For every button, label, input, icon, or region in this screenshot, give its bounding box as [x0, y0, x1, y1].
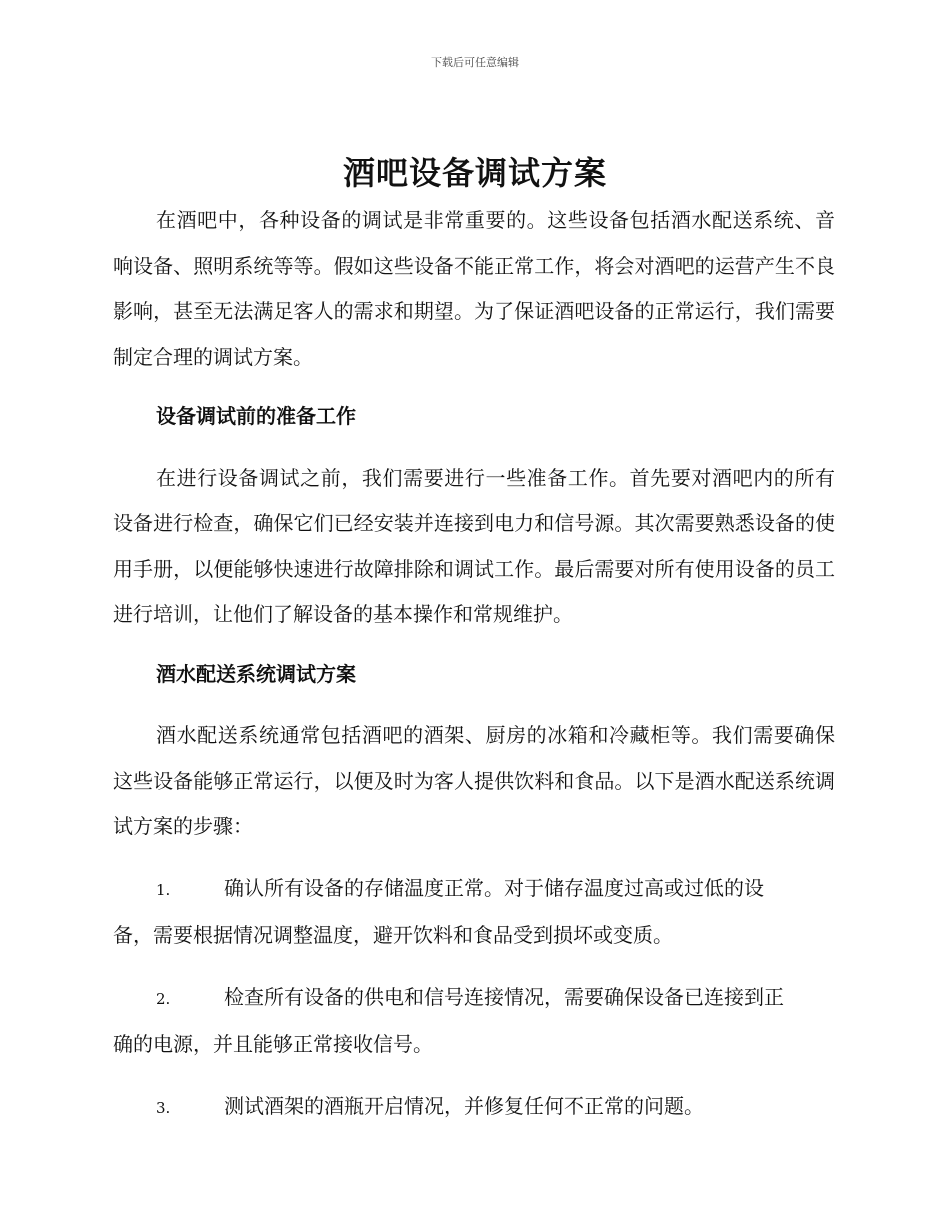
list-text: 测试酒架的酒瓶开启情况，并修复任何不正常的问题。 [224, 1093, 704, 1118]
section-heading-preparation: 设备调试前的准备工作 [156, 404, 356, 428]
section-heading-drink-system: 酒水配送系统调试方案 [156, 661, 356, 686]
list-item [113, 866, 835, 959]
list-text-continued: 备，需要根据情况调整温度，避开饮料和食品受到损坏或变质。 [113, 923, 673, 947]
list-number: 3. [156, 1098, 171, 1117]
document-body [113, 198, 835, 1131]
document-title: 酒吧设备调试方案 [342, 154, 607, 192]
list-item [113, 975, 835, 1068]
list-number: 2. [156, 989, 171, 1008]
list-item [113, 1084, 835, 1132]
list-text: 确认所有设备的存储温度正常。对于储存温度过高或过低的设 [224, 875, 764, 900]
list-number: 1. [156, 880, 171, 899]
list-text-continued: 确的电源，并且能够正常接收信号。 [113, 1032, 433, 1056]
intro-paragraph: 在酒吧中，各种设备的调试是非常重要的。这些设备包括酒水配送系统、音响设备、照明系统等等。假如这些设备不能正常工作，将会对酒吧的运营产生不良影响，甚至无法满足客人的需求和期望。为了保证酒吧设备的正常运行，我们需要制定合理的调试方案。 [113, 208, 835, 369]
preparation-paragraph: 在进行设备调试之前，我们需要进行一些准备工作。首先要对酒吧内的所有设备进行检查，确保它们已经安装并连接到电力和信号源。其次需要熟悉设备的使用手册，以便能够快速进行故障排除和调试工作。最后需要对所有使用设备的员工进行培训，让他们了解设备的基本操作和常规维护。 [113, 465, 835, 626]
header-note: 下载后可任意编辑 [431, 56, 519, 69]
list-text: 检查所有设备的供电和信号连接情况，需要确保设备已连接到正 [224, 984, 784, 1009]
drink-system-paragraph: 酒水配送系统通常包括酒吧的酒架、厨房的冰箱和冷藏柜等。我们需要确保这些设备能够正常运行，以便及时为客人提供饮料和食品。以下是酒水配送系统调试方案的步骤： [113, 723, 835, 838]
